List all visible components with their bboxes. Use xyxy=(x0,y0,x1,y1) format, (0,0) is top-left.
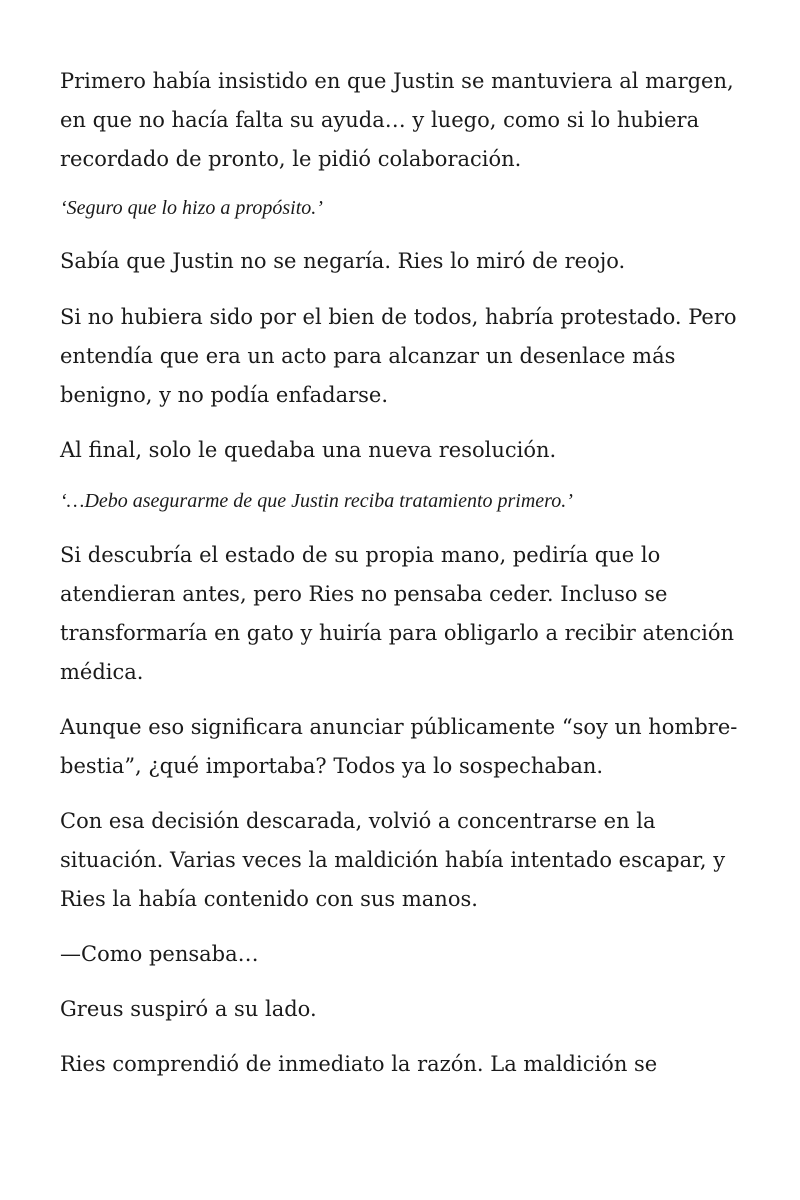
inner-thought-2: ‘…Debo asegurarme de que Justin reciba tratamiento primero.’ xyxy=(60,490,573,512)
dialogue-line: —Como pensaba… xyxy=(60,942,259,966)
document-page xyxy=(60,62,760,1100)
paragraph-2: Sabía que Justin no se negaría. Ries lo miró de reojo. xyxy=(60,249,626,273)
inner-thought-1: ‘Seguro que lo hizo a propósito.’ xyxy=(60,197,323,219)
paragraph-4: Al final, solo le quedaba una nueva resolución. xyxy=(60,438,557,462)
paragraph-8: Greus suspiró a su lado. xyxy=(60,997,317,1021)
paragraph-3: Si no hubiera sido por el bien de todos, habría protestado. Pero entendía que era un acto para alcanzar un desenlace más benigno, y no podía enfadarse. xyxy=(60,305,737,407)
paragraph-6: Aunque eso significara anunciar públicamente “soy un hombre-bestia”, ¿qué importaba? Todos ya lo sospechaban. xyxy=(60,715,738,778)
paragraph-7: Con esa decisión descarada, volvió a concentrarse en la situación. Varias veces la maldición había intentado escapar, y Ries la había contenido con sus manos. xyxy=(60,809,726,911)
paragraph-5: Si descubría el estado de su propia mano, pediría que lo atendieran antes, pero Ries no pensaba ceder. Incluso se transformaría en gato y huiría para obligarlo a recibir atención médica. xyxy=(60,543,735,684)
paragraph-1: Primero había insistido en que Justin se mantuviera al margen, en que no hacía falta su ayuda… y luego, como si lo hubiera recordado de pronto, le pidió colaboración. xyxy=(60,69,734,171)
paragraph-9: Ries comprendió de inmediato la razón. La maldición se xyxy=(60,1052,658,1076)
